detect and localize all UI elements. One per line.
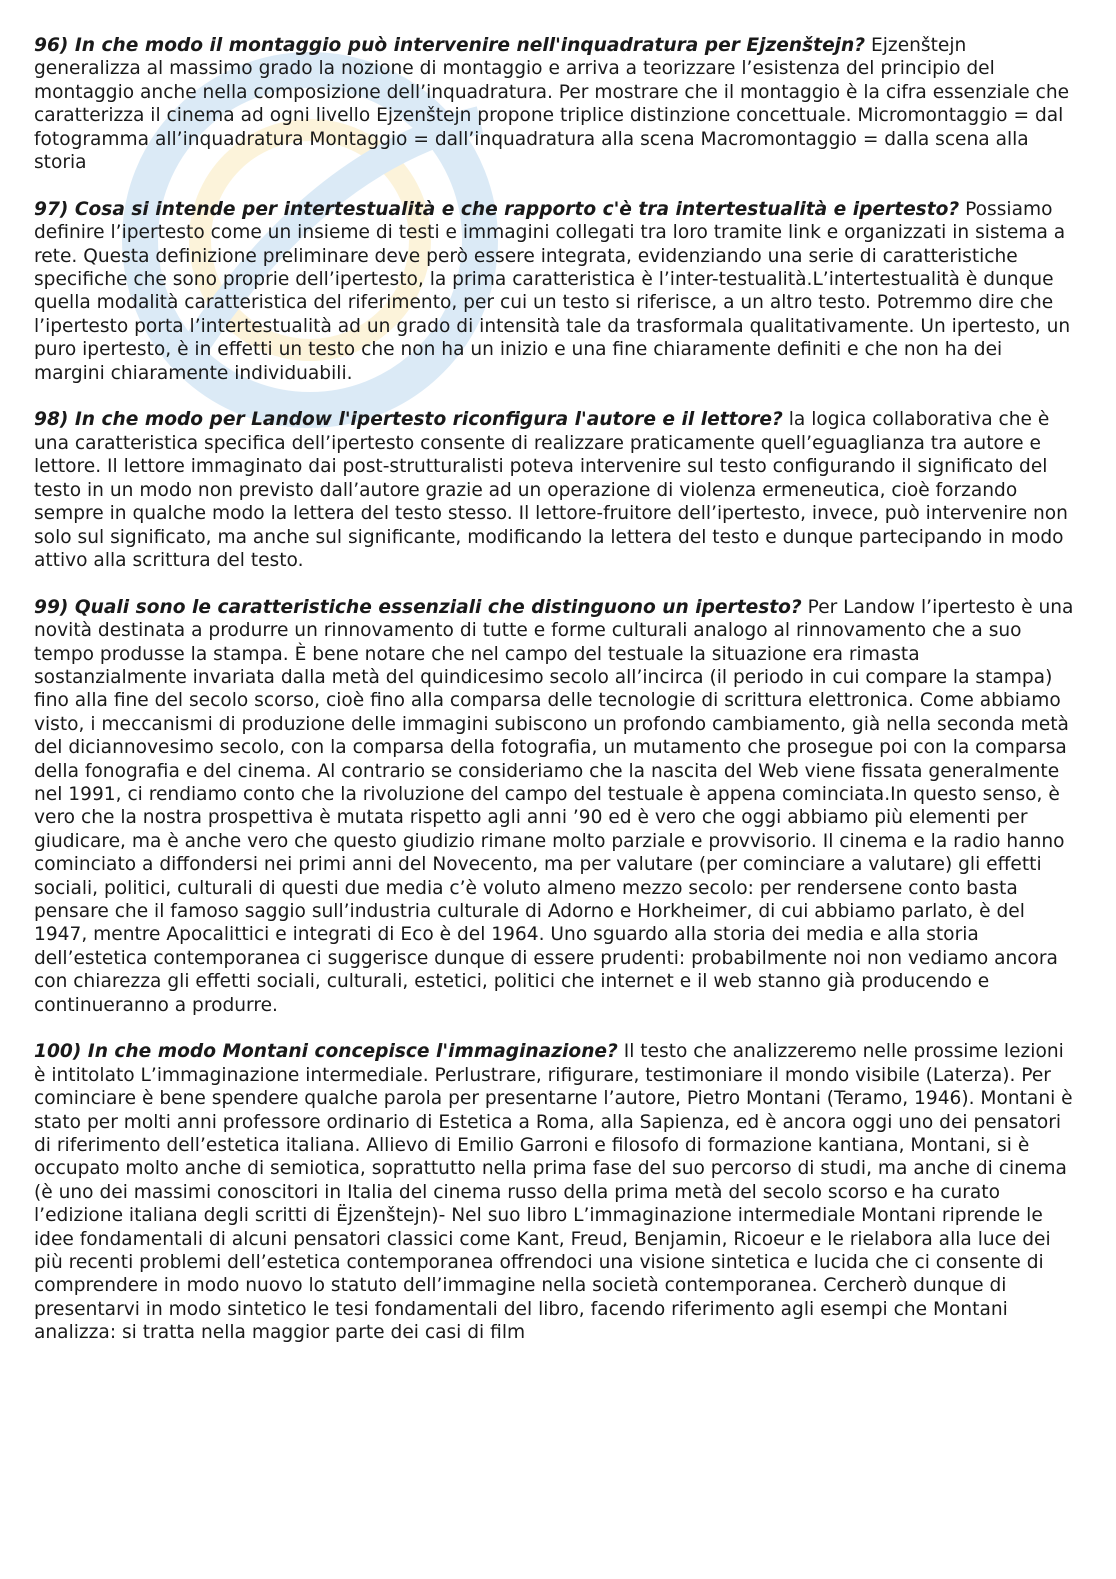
question: 100) In che modo Montani concepisce l'immaginazione?: [34, 1041, 618, 1063]
answer: Possiamo definire l’ipertesto come un insieme di testi e immagini collegati tra loro tramite link e organizzati in sistema a rete. Questa definizione preliminare deve però essere integrata, evidenziando una serie di caratteristiche specifiche che sono proprie dell’ipertesto, la prima caratteristica è l’inter-testualità.L’intertestualità è dunque quella modalità caratteristica del riferimento, per cui un testo si riferisce, a un altro testo. Potremmo dire che l’ipertesto porta l’intertestualità ad un grado di intensità tale da trasformala qualitativamente. Un ipertesto, un puro ipertesto, è in effetti un testo che non ha un inizio e una fine chiaramente definiti e che non ha dei margini chiaramente individuabili.: [34, 198, 1071, 384]
question: 96) In che modo il montaggio può intervenire nell'inquadratura per Ejzenštejn?: [34, 35, 866, 56]
qa-item-100: [34, 1040, 1078, 1344]
question: 98) In che modo per Landow l'ipertesto riconfigura l'autore e il lettore?: [34, 409, 783, 431]
answer: Il testo che analizzeremo nelle prossime lezioni è intitolato L’immaginazione intermediale. Perlustrare, rifigurare, testimoniare il mondo visibile (Laterza). Per cominciare è bene spendere qualche parola per presentarne l’autore, Pietro Montani (Teramo, 1946). Montani è stato per molti anni professore ordinario di Estetica a Roma, alla Sapienza, ed è ancora oggi uno dei pensatori di riferimento dell’estetica italiana. Allievo di Emilio Garroni e filosofo di formazione kantiana, Montani, si è occupato molto anche di semiotica, soprattutto nella prima fase del suo percorso di studi, ma anche di cinema (è uno dei massimi conoscitori in Italia del cinema russo della prima metà del secolo scorso e ha curato l’edizione italiana degli scritti di Ëjzenštejn)- Nel suo libro L’immaginazione intermediale Montani riprende le idee fondamentali di alcuni pensatori classici come Kant, Freud, Benjamin, Ricoeur e le rielabora alla luce dei più recenti problemi dell’estetica contemporanea offrendoci una visione sintetica e lucida che ci consente di comprendere in modo nuovo lo statuto dell’immagine nella società contemporanea. Cercherò dunque di presentarvi in modo sintetico le tesi fondamentali del libro, facendo riferimento agli esempi che Montani analizza: si tratta nella maggior parte dei casi di film: [34, 1041, 1073, 1344]
question: 97) Cosa si intende per intertestualità e che rapporto c'è tra intertestualità e ipertesto?: [34, 198, 960, 220]
answer: la logica collaborativa che è una caratteristica specifica dell’ipertesto consente di realizzare praticamente quell’eguaglianza tra autore e lettore. Il lettore immaginato dai post-strutturalisti poteva intervenire sul testo configurando il significato del testo in un modo non previsto dall’autore grazie ad un operazione di violenza ermeneutica, cioè forzando sempre in qualche modo la lettera del testo stesso. Il lettore-fruitore dell’ipertesto, invece, può intervenire non solo sul significato, ma anche sul significante, modificando la lettera del testo e dunque partecipando in modo attivo alla scrittura del testo.: [34, 409, 1068, 571]
qa-item-97: [34, 198, 1078, 385]
document-page: [34, 34, 1078, 1368]
question: 99) Quali sono le caratteristiche essenziali che distinguono un ipertesto?: [34, 596, 802, 618]
qa-item-96: [34, 34, 1078, 174]
answer: Per Landow l’ipertesto è una novità destinata a produrre un rinnovamento di tutte e forme culturali analogo al rinnovamento che a suo tempo produsse la stampa. È bene notare che nel campo del testuale la situazione era rimasta sostanzialmente invariata dalla metà del quindicesimo secolo all’incirca (il periodo in cui compare la stampa) fino alla fine del secolo scorso, cioè fino alla comparsa delle tecnologie di scrittura elettronica. Come abbiamo visto, i meccanismi di produzione delle immagini subiscono un profondo cambiamento, già nella seconda metà del diciannovesimo secolo, con la comparsa della fotografia, un mutamento che prosegue poi con la comparsa della fonografia e del cinema. Al contrario se consideriamo che la nascita del Web viene fissata generalmente nel 1991, ci rendiamo conto che la rivoluzione del campo del testuale è appena cominciata.In questo senso, è vero che la nostra prospettiva è mutata rispetto agli anni ’90 ed è vero che oggi abbiamo più elementi per giudicare, ma è anche vero che questo giudizio rimane molto parziale e provvisorio. Il cinema e la radio hanno cominciato a diffondersi nei primi anni del Novecento, ma per valutare (per cominciare a valutare) gli effetti sociali, politici, culturali di questi due media c’è voluto almeno mezzo secolo: per rendersene conto basta pensare che il famoso saggio sull’industria culturale di Adorno e Horkheimer, di cui abbiamo parlato, è del 1947, mentre Apocalittici e integrati di Eco è del 1964. Uno sguardo alla storia dei media e alla storia dell’estetica contemporanea ci suggerisce dunque di essere prudenti: probabilmente noi non vediamo ancora con chiarezza gli effetti sociali, culturali, estetici, politici che internet e il web stanno già producendo e continueranno a produrre.: [34, 596, 1074, 1016]
qa-item-99: [34, 596, 1078, 1017]
qa-item-98: [34, 408, 1078, 572]
answer: Ejzenštejn generalizza al massimo grado la nozione di montaggio e arriva a teorizzare l’esistenza del principio del montaggio anche nella composizione dell’inquadratura. Per mostrare che il montaggio è la cifra essenziale che caratterizza il cinema ad ogni livello Ejzenštejn propone triplice distinzione concettuale. Micromontaggio = dal fotogramma all’inquadratura Montaggio = dall’inquadratura alla scena Macromontaggio = dalla scena alla storia: [34, 35, 1070, 174]
